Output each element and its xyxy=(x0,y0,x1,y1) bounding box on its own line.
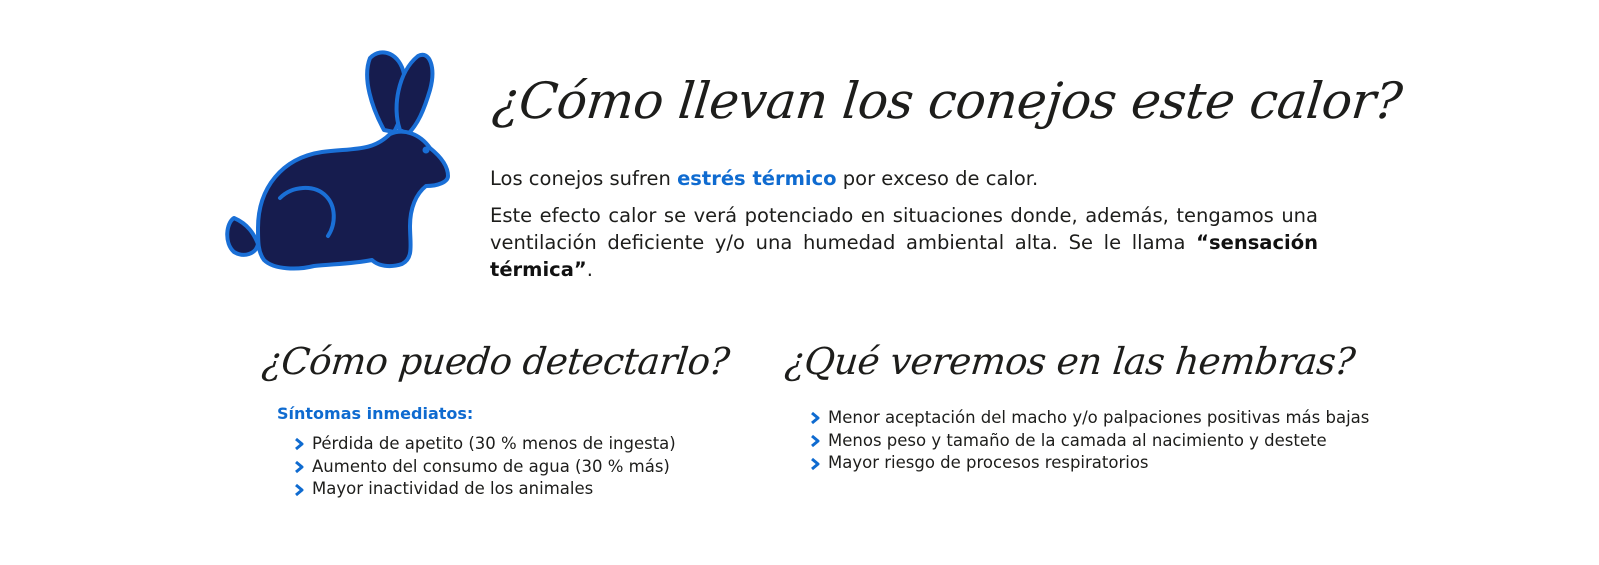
rabbit-icon xyxy=(222,48,454,276)
intro-text: Los conejos sufren xyxy=(490,167,678,190)
list-item-text: Aumento del consumo de agua (30 % más) xyxy=(312,456,670,476)
chevron-right-icon xyxy=(808,411,822,425)
symptoms-list xyxy=(292,433,676,501)
intro-paragraph-2 xyxy=(490,202,1318,283)
list-item xyxy=(808,407,1369,430)
females-list xyxy=(808,407,1369,475)
highlight-term: estrés térmico xyxy=(677,167,837,190)
list-item-text: Mayor inactividad de los animales xyxy=(312,479,594,499)
list-item-text: Menor aceptación del macho y/o palpaciones positivas más bajas xyxy=(828,408,1370,427)
list-item xyxy=(292,478,676,501)
main-title: ¿Cómo llevan los conejos este calor? xyxy=(490,72,1405,130)
list-item-text: Menos peso y tamaño de la camada al nacimiento y destete xyxy=(828,430,1327,450)
intro-text-end: por exceso de calor. xyxy=(836,167,1039,190)
list-item xyxy=(808,452,1369,475)
intro-paragraph-1 xyxy=(490,165,1318,192)
chevron-right-icon xyxy=(292,483,306,497)
list-item-text: Mayor riesgo de procesos respiratorios xyxy=(828,453,1149,473)
females-title: ¿Qué veremos en las hembras? xyxy=(783,340,1357,383)
chevron-right-icon xyxy=(292,460,306,474)
list-item-text: Pérdida de apetito (30 % menos de ingesta) xyxy=(312,434,676,453)
strong-term: “sensación térmica” xyxy=(490,231,1318,281)
symptoms-label: Síntomas inmediatos: xyxy=(277,404,474,423)
list-item xyxy=(292,456,676,479)
detect-title: ¿Cómo puedo detectarlo? xyxy=(260,340,732,383)
chevron-right-icon xyxy=(808,434,822,448)
list-item xyxy=(292,433,676,456)
intro-body: Este efecto calor se verá potenciado en situaciones donde, además, tengamos una ventilación deficiente y/o una humedad ambiental alta. Se le llama xyxy=(490,204,1318,254)
intro-body-end: . xyxy=(586,258,593,281)
chevron-right-icon xyxy=(292,437,306,451)
chevron-right-icon xyxy=(808,457,822,471)
list-item xyxy=(808,430,1369,453)
